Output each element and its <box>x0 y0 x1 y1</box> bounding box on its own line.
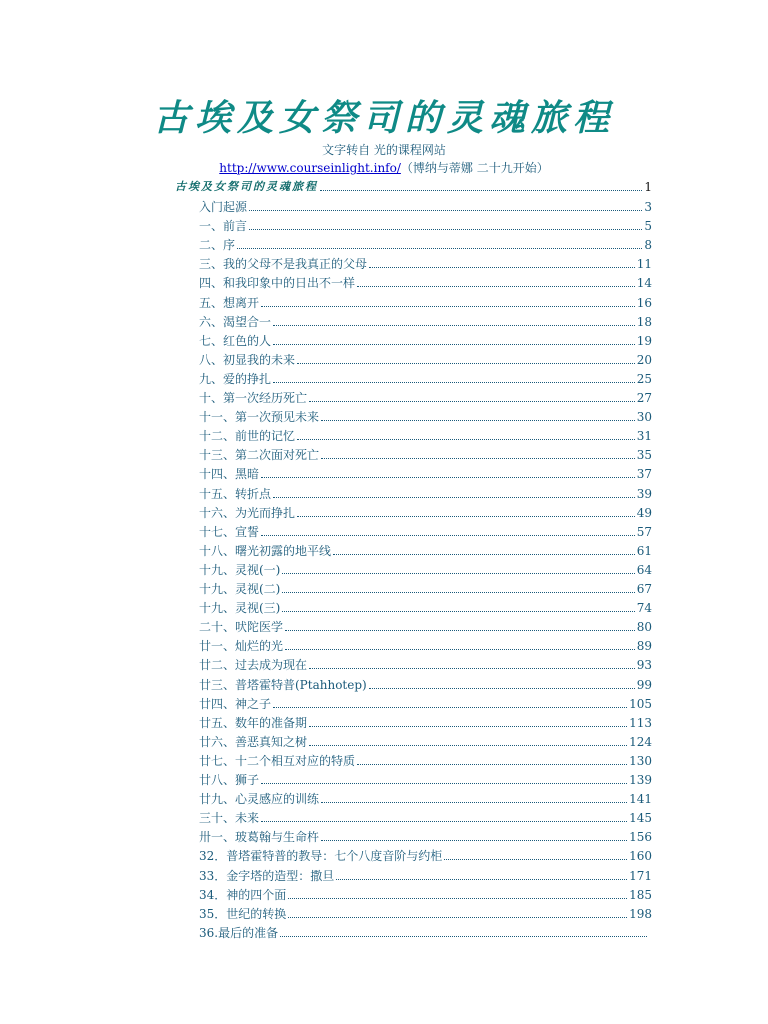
toc-entry-label: 十八、曙光初露的地平线 <box>199 544 332 558</box>
toc-entry[interactable] <box>199 811 652 825</box>
toc-entry[interactable] <box>199 639 652 653</box>
toc-leader-dots <box>321 802 627 803</box>
toc-entry-label: 十九、灵视(三) <box>199 601 281 615</box>
toc-leader-dots <box>309 745 627 746</box>
toc-entry[interactable] <box>199 410 652 424</box>
toc-leader-dots <box>273 382 635 383</box>
toc-leader-dots <box>285 649 635 650</box>
toc-entry[interactable] <box>199 926 649 940</box>
toc-entry-label: 36.最后的准备 <box>199 926 279 940</box>
toc-entry-page: 198 <box>629 907 652 921</box>
toc-entry-page: 139 <box>629 773 652 787</box>
toc-entry[interactable] <box>199 315 652 329</box>
toc-leader-dots <box>309 401 635 402</box>
toc-leader-dots <box>321 458 635 459</box>
toc-entry-page: 16 <box>636 296 652 310</box>
toc-leader-dots <box>320 190 642 191</box>
toc-entry-label: 古埃及女祭司的灵魂旅程 <box>175 180 318 193</box>
toc-leader-dots <box>321 420 635 421</box>
toc-entry[interactable] <box>199 219 652 233</box>
toc-entry-page: 1 <box>644 180 652 194</box>
toc-entry-main[interactable] <box>175 180 652 194</box>
toc-leader-dots <box>261 783 627 784</box>
toc-entry-page: 67 <box>636 582 652 596</box>
toc-entry-label: 卅一、玻葛翰与生命杵 <box>199 830 320 844</box>
toc-entry-label: 廿八、狮子 <box>199 773 260 787</box>
toc-entry[interactable] <box>199 506 652 520</box>
toc-leader-dots <box>249 210 642 211</box>
toc-entry-label: 十一、第一次预见未来 <box>199 410 320 424</box>
toc-entry[interactable] <box>199 353 652 367</box>
toc-entry-page: 145 <box>629 811 652 825</box>
toc-leader-dots <box>261 821 627 822</box>
toc-entry[interactable] <box>199 276 652 290</box>
toc-leader-dots <box>249 229 642 230</box>
toc-entry[interactable] <box>199 487 652 501</box>
toc-entry[interactable] <box>199 754 652 768</box>
toc-leader-dots <box>288 898 627 899</box>
toc-entry-label: 二、序 <box>199 238 236 252</box>
toc-entry-page: 30 <box>636 410 652 424</box>
toc-entry-page: 113 <box>629 716 652 730</box>
toc-leader-dots <box>444 859 627 860</box>
toc-entry-label: 十、第一次经历死亡 <box>199 391 308 405</box>
toc-entry-page: 39 <box>636 487 652 501</box>
toc-entry-label: 32．普塔霍特普的教导：七个八度音阶与约柜 <box>199 849 443 863</box>
toc-entry-label: 34．神的四个面 <box>199 888 287 902</box>
toc-entry[interactable] <box>199 658 652 672</box>
toc-entry[interactable] <box>199 773 652 787</box>
toc-entry-label: 十三、第二次面对死亡 <box>199 448 320 462</box>
toc-entry-label: 十九、灵视(二) <box>199 582 281 596</box>
toc-entry[interactable] <box>199 716 652 730</box>
toc-leader-dots <box>273 707 627 708</box>
toc-leader-dots <box>273 344 635 345</box>
toc-entry-label: 35．世纪的转换 <box>199 907 287 921</box>
toc-entry-label: 五、想离开 <box>199 296 260 310</box>
toc-entry-page: 156 <box>629 830 652 844</box>
toc-entry-page: 141 <box>629 792 652 806</box>
toc-leader-dots <box>273 325 635 326</box>
toc-entry-label: 十六、为光而挣扎 <box>199 506 296 520</box>
toc-entry-page: 27 <box>636 391 652 405</box>
toc-leader-dots <box>297 516 635 517</box>
toc-entry-label: 廿三、普塔霍特普(Ptahhotep) <box>199 678 367 692</box>
toc-entry-page: 3 <box>644 200 652 214</box>
toc-entry-label: 十二、前世的记忆 <box>199 429 296 443</box>
toc-entry[interactable] <box>199 735 652 749</box>
toc-leader-dots <box>309 668 635 669</box>
toc-entry[interactable] <box>199 429 652 443</box>
toc-entry-label: 一、前言 <box>199 219 248 233</box>
toc-leader-dots <box>282 592 634 593</box>
toc-entry-label: 七、红色的人 <box>199 334 272 348</box>
toc-entry-label: 三十、未来 <box>199 811 260 825</box>
toc-entry[interactable] <box>199 697 652 711</box>
toc-entry-label: 33．金字塔的造型：撒旦 <box>199 869 335 883</box>
toc-entry[interactable] <box>199 334 652 348</box>
toc-entry-page: 20 <box>636 353 652 367</box>
toc-leader-dots <box>282 573 634 574</box>
toc-entry-label: 十七、宣誓 <box>199 525 260 539</box>
toc-leader-dots <box>336 879 627 880</box>
toc-entry[interactable] <box>199 601 652 615</box>
toc-entry-page: 5 <box>644 219 652 233</box>
toc-entry-page: 19 <box>636 334 652 348</box>
toc-entry[interactable] <box>199 200 652 214</box>
toc-entry-page: 80 <box>636 620 652 634</box>
toc-entry-label: 廿五、数年的准备期 <box>199 716 308 730</box>
toc-entry-label: 九、爱的挣扎 <box>199 372 272 386</box>
toc-entry-label: 十五、转折点 <box>199 487 272 501</box>
toc-entry-page: 74 <box>636 601 652 615</box>
toc-entry-label: 廿四、神之子 <box>199 697 272 711</box>
toc-entry-page: 171 <box>629 869 652 883</box>
toc-entry-page: 57 <box>636 525 652 539</box>
toc-entry-page: 18 <box>636 315 652 329</box>
toc-entry-label: 八、初显我的未来 <box>199 353 296 367</box>
document-title: 古埃及女祭司的灵魂旅程 <box>152 97 615 139</box>
toc-entry[interactable] <box>199 467 652 481</box>
toc-entry-label: 四、和我印象中的日出不一样 <box>199 276 356 290</box>
toc-leader-dots <box>369 688 635 689</box>
source-link[interactable]: http://www.courseinlight.info/ <box>219 161 401 175</box>
toc-entry-page: 89 <box>636 639 652 653</box>
toc-leader-dots <box>273 497 635 498</box>
toc-leader-dots <box>282 611 634 612</box>
toc-leader-dots <box>297 363 635 364</box>
toc-entry-label: 二十、吠陀医学 <box>199 620 284 634</box>
toc-entry-page: 8 <box>644 238 652 252</box>
source-note: （博纳与蒂娜 二十九开始） <box>400 161 549 175</box>
toc-entry[interactable] <box>199 620 652 634</box>
toc-leader-dots <box>357 286 635 287</box>
toc-entry[interactable] <box>199 907 652 921</box>
toc-entry-page: 105 <box>629 697 652 711</box>
toc-entry-page: 130 <box>629 754 652 768</box>
toc-entry-page: 64 <box>636 563 652 577</box>
toc-leader-dots <box>321 840 627 841</box>
toc-entry-page: 35 <box>636 448 652 462</box>
toc-leader-dots <box>261 306 635 307</box>
toc-leader-dots <box>309 726 627 727</box>
toc-entry[interactable] <box>199 296 652 310</box>
toc-entry-page: 25 <box>636 372 652 386</box>
toc-entry-page: 160 <box>629 849 652 863</box>
toc-entry-page: 31 <box>636 429 652 443</box>
toc-entry[interactable] <box>199 888 652 902</box>
toc-entry[interactable] <box>199 372 652 386</box>
toc-leader-dots <box>288 917 627 918</box>
toc-entry-page: 61 <box>636 544 652 558</box>
toc-leader-dots <box>357 764 627 765</box>
toc-entry[interactable] <box>199 582 652 596</box>
toc-entry-label: 六、渴望合一 <box>199 315 272 329</box>
toc-entry[interactable] <box>199 391 652 405</box>
toc-entry[interactable] <box>199 849 652 863</box>
toc-entry[interactable] <box>199 448 652 462</box>
toc-entry[interactable] <box>199 678 652 692</box>
toc-entry-label: 廿六、善恶真知之树 <box>199 735 308 749</box>
toc-leader-dots <box>261 477 635 478</box>
toc-entry[interactable] <box>199 830 652 844</box>
toc-entry[interactable] <box>199 563 652 577</box>
toc-entry[interactable] <box>199 792 652 806</box>
toc-entry[interactable] <box>199 525 652 539</box>
toc-entry[interactable] <box>199 257 652 271</box>
toc-leader-dots <box>369 267 635 268</box>
toc-leader-dots <box>333 554 635 555</box>
toc-entry-page: 49 <box>636 506 652 520</box>
toc-leader-dots <box>285 630 635 631</box>
toc-entry-label: 廿七、十二个相互对应的特质 <box>199 754 356 768</box>
toc-entry-label: 廿一、灿烂的光 <box>199 639 284 653</box>
toc-entry-label: 廿二、过去成为现在 <box>199 658 308 672</box>
toc-entry-page: 11 <box>636 257 652 271</box>
toc-leader-dots <box>297 439 635 440</box>
toc-entry-page: 124 <box>629 735 652 749</box>
source-url-line <box>0 159 768 176</box>
toc-entry[interactable] <box>199 238 652 252</box>
toc-entry-page: 14 <box>636 276 652 290</box>
toc-entry[interactable] <box>199 869 652 883</box>
toc-entry-label: 入门起源 <box>199 200 248 214</box>
toc-entry-label: 十九、灵视(一) <box>199 563 281 577</box>
toc-entry-page: 37 <box>636 467 652 481</box>
toc-entry-page: 93 <box>636 658 652 672</box>
toc-entry[interactable] <box>199 544 652 558</box>
toc-leader-dots <box>237 248 642 249</box>
toc-entry-page: 99 <box>636 678 652 692</box>
toc-entry-label: 廿九、心灵感应的训练 <box>199 792 320 806</box>
toc-entry-label: 三、我的父母不是我真正的父母 <box>199 257 368 271</box>
toc-leader-dots <box>280 936 647 937</box>
source-line: 文字转自 光的课程网站 <box>322 143 446 157</box>
toc-entry-page: 185 <box>629 888 652 902</box>
toc-entry-label: 十四、黑暗 <box>199 467 260 481</box>
toc-leader-dots <box>261 535 635 536</box>
